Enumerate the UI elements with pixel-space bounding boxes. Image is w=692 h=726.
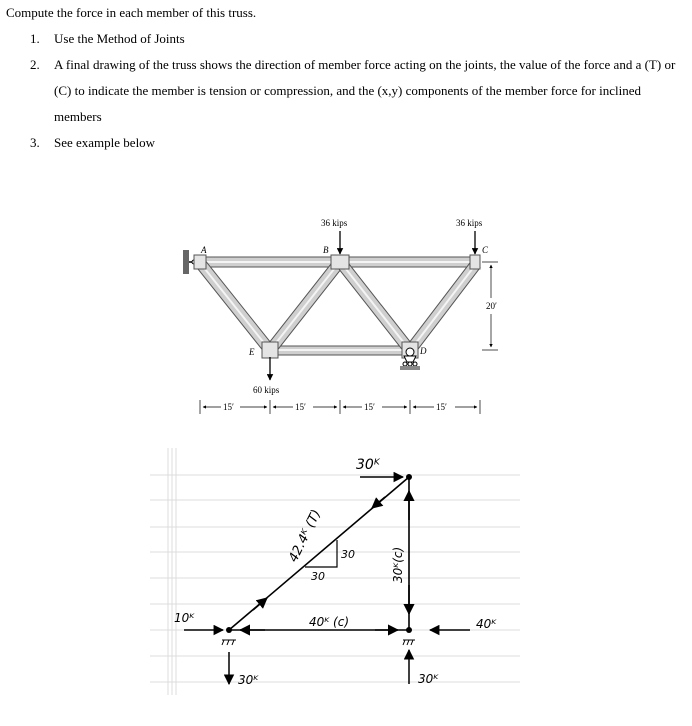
notebook-lines [150,448,520,695]
joint-label-b: B [323,245,329,255]
member-ed [270,346,412,355]
item-text: See example below [54,135,156,150]
item-number: 3. [30,135,40,150]
top-load-label: 30ᴷ [356,457,380,473]
left-applied-label: 10ᴷ [174,611,195,625]
diagonal-force-label: 42.4ᴷ (T) [286,507,325,565]
load-label-b: 36 kips [321,218,348,228]
load-label-c: 36 kips [456,218,483,228]
slope-rise-label: 30 [341,548,355,561]
gusset-a [194,255,206,269]
item-number: 1. [30,31,40,46]
span-label: 15′ [436,402,447,412]
gusset-b [331,255,349,269]
load-e [253,357,280,395]
joint-label-d: D [420,346,427,356]
vertical-force-label: 30ᴷ(c) [391,546,405,583]
gusset-c [470,255,480,269]
joint-label-e: E [249,347,255,357]
left-reaction-label: 30ᴷ [238,673,259,687]
right-reaction-h-label: 40ᴷ [476,617,497,631]
span-label: 15′ [223,402,234,412]
member-eb [272,264,338,348]
right-reaction-v-label: 30ᴷ [418,672,439,686]
bottom-force-label: 40ᴷ (c) [309,615,350,629]
height-dimension [482,262,498,350]
item-number: 2. [30,57,40,72]
joint-label-c: C [482,245,489,255]
span-label: 15′ [364,402,375,412]
span-dimensions [200,400,480,414]
height-label: 20′ [486,301,497,311]
item-text: A final drawing of the truss shows the direction of member force acting on the joints, the value of the force and a (T) or (C) to indicate the member is tension or compression, and the (x,y) components of the member force for inclined members [54,57,676,124]
joint-label-a: A [201,245,207,255]
slope-triangle [305,540,337,567]
item-text: Use the Method of Joints [54,31,185,46]
span-label: 15′ [295,402,306,412]
example-sketch [150,448,520,695]
member-ae [201,264,268,348]
load-c [456,218,483,254]
right-pin-support [403,640,415,645]
gusset-e [262,342,278,358]
slope-run-label: 30 [311,570,325,583]
problem-statement: Compute the force in each member of this truss. [6,5,257,20]
member-dc [412,264,476,348]
load-label-e: 60 kips [253,385,280,395]
member-bd [342,264,408,348]
